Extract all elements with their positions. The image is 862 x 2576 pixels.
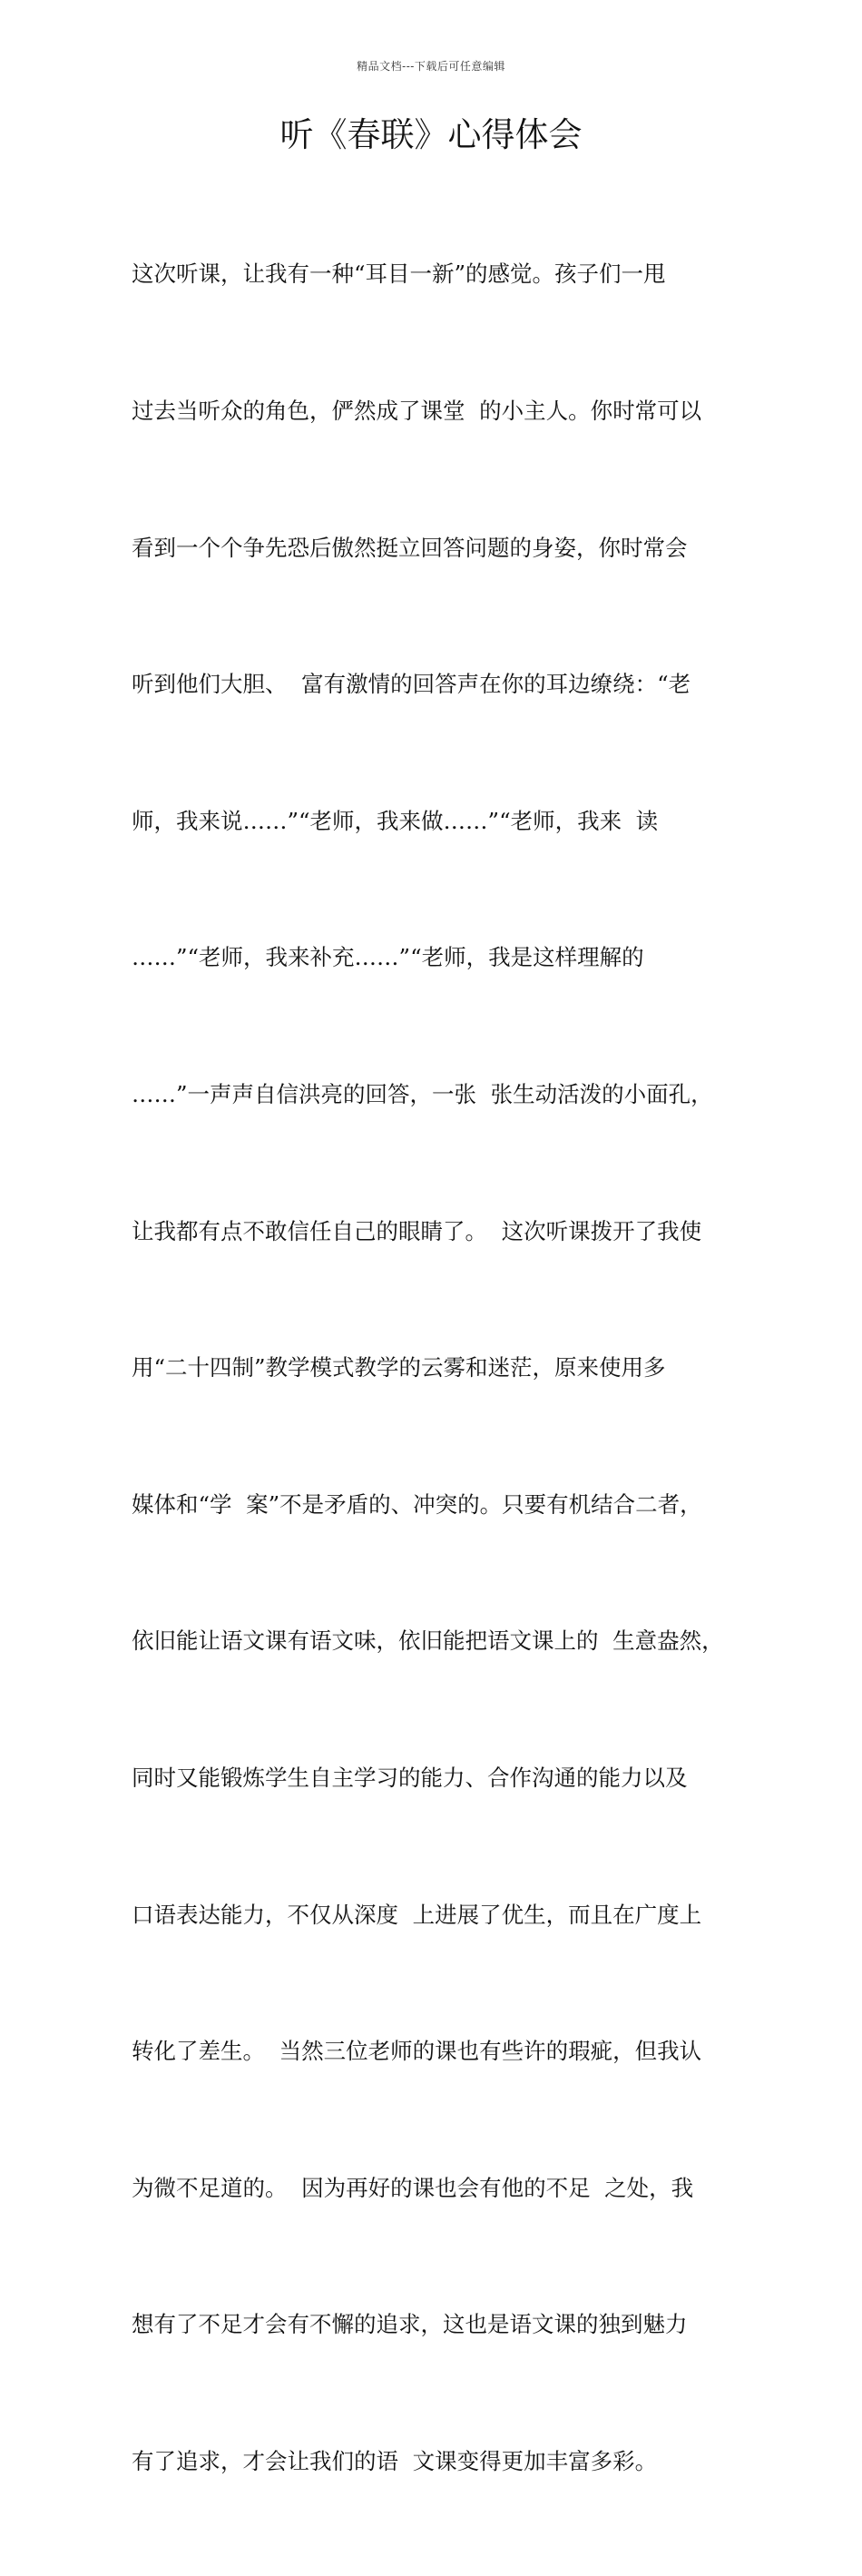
body-line: 看到一个个争先恐后傲然挺立回答问题的身姿，你时常会 xyxy=(132,534,688,561)
document-title: 听《春联》心得体会 xyxy=(279,115,583,154)
body-line: 转化了差生。 当然三位老师的课也有些许的瑕疵，但我认 xyxy=(132,2038,702,2065)
body-text xyxy=(132,161,758,2576)
body-line: 依旧能让语文课有语文味，依旧能把语文课上的 生意盎然， xyxy=(132,1627,724,1655)
body-line: ……”“老师，我来补充……”“老师，我是这样理解的 xyxy=(132,944,644,971)
body-line: 让我都有点不敢信任自己的眼睛了。 这次听课拨开了我使 xyxy=(132,1217,702,1244)
body-line: 口语表达能力，不仅从深度 上进展了优生，而且在广度上 xyxy=(132,1901,702,1928)
body-line: 为微不足道的。 因为再好的课也会有他的不足 之处，我 xyxy=(132,2174,694,2201)
body-line: 听到他们大胆、 富有激情的回答声在你的耳边缭绕：“老 xyxy=(132,671,691,698)
body-line: 师，我来说……”“老师，我来做……”“老师，我来 读 xyxy=(132,807,659,834)
body-line: 想有了不足才会有不懈的追求，这也是语文课的独到魅力 xyxy=(132,2311,688,2338)
body-line: 媒体和“学 案”不是矛盾的、冲突的。只要有机结合二者， xyxy=(132,1490,702,1518)
body-line: 同时又能锻炼学生自主学习的能力、合作沟通的能力以及 xyxy=(132,1764,688,1791)
body-line: 过去当听众的角色，俨然成了课堂 的小主人。你时常可以 xyxy=(132,398,702,424)
body-line: ……”一声声自信洪亮的回答，一张 张生动活泼的小面孔， xyxy=(132,1080,713,1107)
header-note: 精品文档---下载后可任意编辑 xyxy=(357,60,505,73)
body-line: 这次听课，让我有一种“耳目一新”的感觉。孩子们一甩 xyxy=(132,261,666,288)
body-line: 有了追求，才会让我们的语 文课变得更加丰富多彩。 xyxy=(132,2447,658,2474)
body-line: 用“二十四制”教学模式教学的云雾和迷茫，原来使用多 xyxy=(132,1354,666,1381)
